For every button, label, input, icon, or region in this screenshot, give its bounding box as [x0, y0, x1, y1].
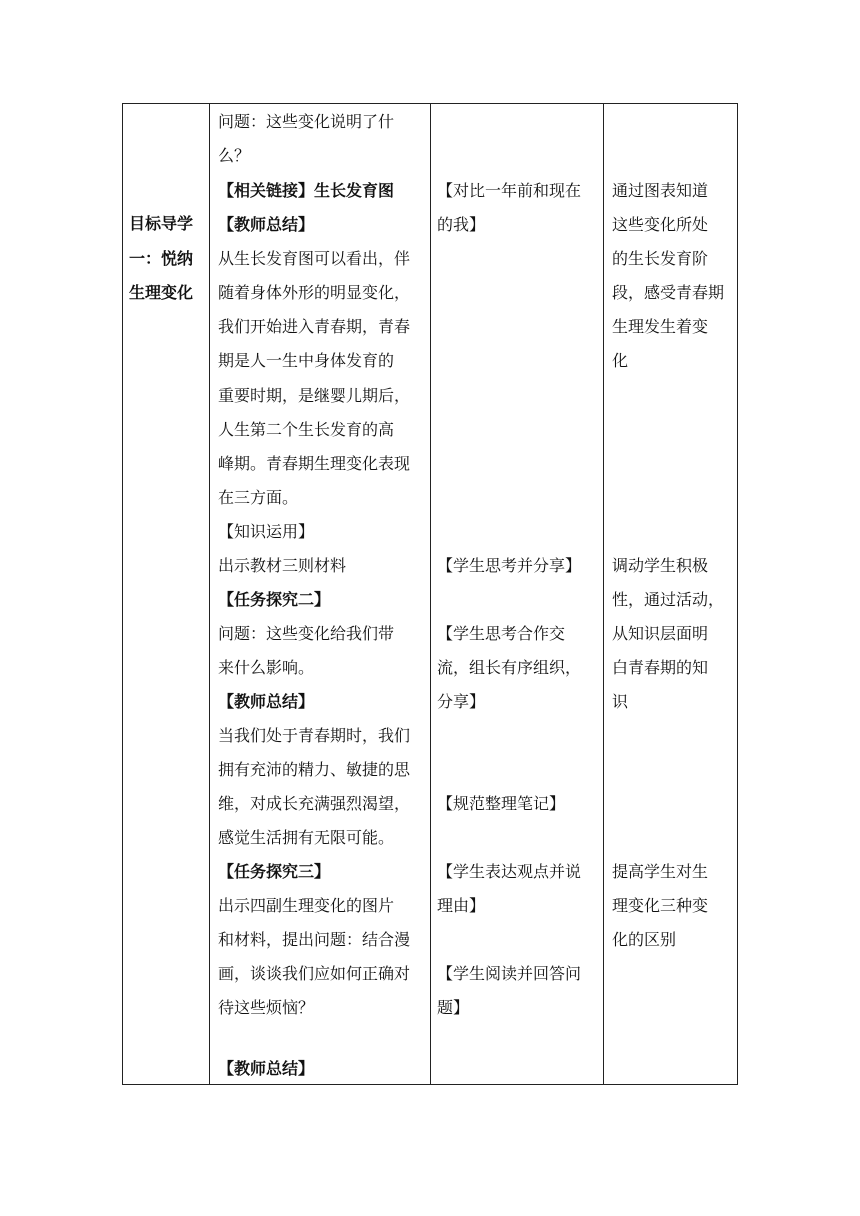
content-line: 生理发生着变 [612, 317, 709, 336]
content-line: 化 [612, 351, 629, 370]
column-divider [209, 104, 210, 1084]
content-line: 【学生表达观点并说 [437, 862, 582, 881]
content-line: 【规范整理笔记】 [437, 794, 566, 813]
content-line: 出示四副生理变化的图片 [218, 896, 395, 915]
content-line: 提高学生对生 [612, 862, 709, 881]
section-label-cell [129, 104, 205, 1084]
section-label-line: 一：悦纳 [129, 249, 194, 268]
content-line: 的生长发育阶 [612, 249, 709, 268]
lesson-table [122, 103, 738, 1085]
content-line: 这些变化所处 [612, 215, 709, 234]
content-line: 【学生思考合作交 [437, 624, 566, 643]
content-line: 问题：这些变化说明了什 [218, 112, 395, 131]
heading-line: 【任务探究三】 [218, 862, 331, 881]
section-label-line: 目标导学 [129, 214, 194, 233]
content-line: 维，对成长充满强烈渴望， [218, 794, 411, 813]
content-line: 期是人一生中身体发育的 [218, 351, 395, 370]
student-activity-cell [437, 104, 599, 1084]
content-line: 问题：这些变化给我们带 [218, 624, 395, 643]
heading-line: 【教师总结】 [218, 215, 315, 234]
heading-line: 【知识运用】 [218, 522, 315, 541]
content-line: 【对比一年前和现在 [437, 181, 582, 200]
content-line: 从知识层面明 [612, 624, 709, 643]
column-divider [603, 104, 604, 1084]
content-line: 题】 [437, 998, 470, 1017]
content-line: 随着身体外形的明显变化， [218, 283, 411, 302]
content-line: 感觉生活拥有无限可能。 [218, 828, 395, 847]
content-line: 峰期。青春期生理变化表现 [218, 454, 411, 473]
content-line: 化的区别 [612, 930, 677, 949]
content-line: 人生第二个生长发育的高 [218, 420, 395, 439]
teacher-activity-cell [218, 104, 428, 1084]
heading-line: 【任务探究二】 [218, 590, 331, 609]
content-line: 【学生思考并分享】 [437, 556, 582, 575]
content-line: 么？ [218, 146, 251, 165]
design-intent-cell [612, 104, 732, 1084]
content-line: 【学生阅读并回答问 [437, 964, 582, 983]
content-line: 重要时期，是继婴儿期后， [218, 386, 411, 405]
content-line [218, 181, 428, 201]
content-line: 我们开始进入青春期，青春 [218, 317, 411, 336]
content-line: 理由】 [437, 896, 486, 915]
content-line: 调动学生积极 [612, 556, 709, 575]
content-line: 流，组长有序组织， [437, 658, 582, 677]
heading-text: 【相关链接】生长发育图 [218, 181, 395, 200]
content-line: 通过图表知道 [612, 181, 709, 200]
section-label-line: 生理变化 [129, 283, 194, 302]
content-line: 和材料，提出问题：结合漫 [218, 930, 411, 949]
content-line: 段，感受青春期 [612, 283, 725, 302]
content-line: 性，通过活动， [612, 590, 725, 609]
column-divider [430, 104, 431, 1084]
content-line: 在三方面。 [218, 488, 299, 507]
content-line: 待这些烦恼？ [218, 998, 315, 1017]
content-line: 从生长发育图可以看出，伴 [218, 249, 411, 268]
heading-line: 【教师总结】 [218, 1059, 315, 1078]
content-line: 识 [612, 692, 629, 711]
content-line: 当我们处于青春期时，我们 [218, 726, 411, 745]
content-line: 出示教材三则材料 [218, 556, 347, 575]
content-line: 拥有充沛的精力、敏捷的思 [218, 760, 411, 779]
heading-line: 【教师总结】 [218, 692, 315, 711]
content-line: 画，谈谈我们应如何正确对 [218, 964, 411, 983]
content-line: 理变化三种变 [612, 896, 709, 915]
content-line: 分享】 [437, 692, 486, 711]
content-line: 的我】 [437, 215, 486, 234]
content-line: 白青春期的知 [612, 658, 709, 677]
content-line: 来什么影响。 [218, 658, 315, 677]
